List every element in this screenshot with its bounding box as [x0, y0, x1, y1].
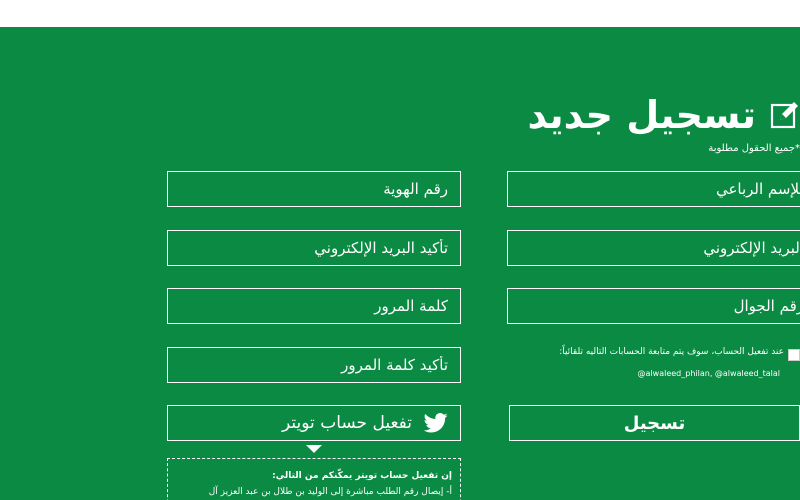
follow-checkbox[interactable]	[788, 349, 800, 361]
password-field[interactable]	[167, 288, 461, 324]
follow-checkbox-label: عند تفعيل الحساب، سوف يتم متابعة الحسابات التاليه تلقائياً:	[559, 347, 784, 357]
twitter-activate-button[interactable]	[167, 405, 461, 441]
password-confirm-field[interactable]	[167, 347, 461, 383]
form-header	[527, 85, 800, 145]
register-button[interactable]: تسجيل	[509, 405, 800, 441]
twitter-info-line: أ- إيصال رقم الطلب مباشرة إلى الوليد بن طلال بن عبد العزيز آل	[208, 487, 452, 497]
mobile-field[interactable]	[507, 288, 800, 324]
full-name-field[interactable]	[507, 171, 800, 207]
id-number-field[interactable]	[167, 171, 461, 207]
top-bar	[0, 0, 800, 27]
page-title: تسجيل جديد	[527, 93, 756, 137]
follow-handles: @alwaleed_philan, @alwaleed_talal	[637, 369, 780, 378]
email-confirm-field[interactable]	[167, 230, 461, 266]
dropdown-arrow	[306, 445, 322, 453]
twitter-info-heading: إن تفعيل حساب تويتر يمكّنكم من التالي:	[272, 471, 452, 481]
email-field[interactable]	[507, 230, 800, 266]
twitter-button-label: تفعيل حساب تويتر	[282, 413, 412, 433]
twitter-info-box	[167, 458, 461, 500]
edit-icon	[770, 100, 800, 130]
required-fields-note: *جميع الحقول مطلوبة	[708, 143, 800, 154]
registration-panel	[0, 27, 800, 500]
twitter-icon	[424, 413, 448, 433]
